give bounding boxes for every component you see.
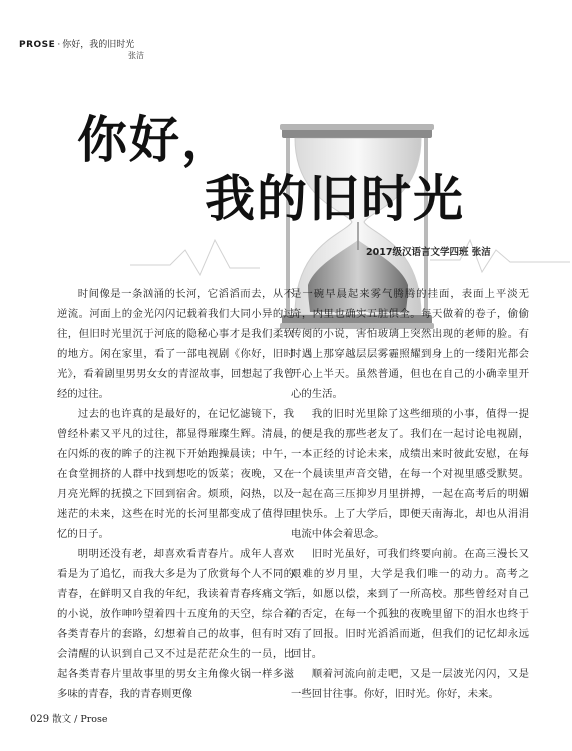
page-footer [30,711,108,725]
paragraph: 是一碗早晨起来雾气腾腾的挂面，表面上平淡无奇，内里也确实五脏俱全。每天做着的卷子，偷偷传阅的小说，害怕玻璃上突然出现的老师的脸。有时遇上那穿越层层雾霾照耀到身上的一缕阳光都会开心上半天。虽然普通，但也在自己的小确幸里开心的生活。 [291,288,529,400]
paragraph: 过去的也许真的是最好的，在记忆滤镜下，我曾经朴素又平凡的过往，都显得璀璨生辉。清晨，在闪烁的夜的眸子的注视下开始跑操晨读；中午，在食堂拥挤的人群中找到想吃的饭菜；夜晚，又在月亮光辉的抚摸之下回到宿舍。烦琐，闷热，以及迷茫的未来，这些在时光的长河里都变成了值得回忆的日子。 [57,408,294,540]
paragraph: 顺着河流向前走吧，又是一层波光闪闪，又是一些回甘往事。你好，旧时光。你好，未来。 [291,668,529,700]
paragraph: 我的旧时光里除了这些细琐的小事，值得一提的便是我的那些老友了。我们在一起讨论电视剧，一本正经的讨论未来，成绩出来时彼此安慰，在每一个晨读里声音交错，在每一个对视里感受默契。一起在高三压抑岁月里拼搏，一起在高考后的明媚里快乐。上了大学后，即便天南海北，却也从涓涓电流中体会着思念。 [291,408,529,540]
right-column [291,284,529,704]
running-header [19,37,134,50]
magazine-name: 散文 / Prose [52,714,108,725]
byline: 2017级汉语言文学四班 张洁 [366,247,491,258]
article-title-line-2: 我的旧时光 [205,170,465,228]
header-separator: · [57,40,61,50]
page-number: 029 [30,714,50,725]
section-label: PROSE [19,40,56,50]
header-author: 张洁 [128,51,144,60]
header-title: 你好，我的旧时光 [62,40,135,50]
paragraph: 时间像是一条汹涌的长河，它滔滔而去，从不逆流。河面上的金光闪闪记载着我们大同小异的过往，但旧时光里沉于河底的隐秘心事才是我们柔软的地方。闲在家里，看了一部电视剧《你好，旧时光》，看着剧里男男女女的青涩故事，回想起了我曾经的过往。 [57,288,294,400]
article-title-line-1: 你好， [77,111,233,169]
paragraph: 明明还没有老，却喜欢看青春片。成年人喜欢看是为了追忆，而我大多是为了欣赏每个人不同的青春，在鲜明又自我的年纪，我读着青春疼痛文学的小说，放作呻吟望着四十五度角的天空，综合着各类青春片的套路，幻想着自己的故事，但有时又会清醒的认识到自己又不过是茫茫众生的一员，比起各类青春片里故事里的男女主角像火锅一样多滋多味的青春，我的青春则更像 [57,548,294,700]
left-column [57,284,294,704]
paragraph: 旧时光虽好，可我们终要向前。在高三漫长又艰难的岁月里，大学是我们唯一的动力。高考之后，如愿以偿，来到了一所高校。那些曾经对自己的否定，在每一个孤独的夜晚里留下的泪水也终于有了回报。旧时光滔滔而逝，但我们的记忆却永远回甘。 [291,548,529,660]
